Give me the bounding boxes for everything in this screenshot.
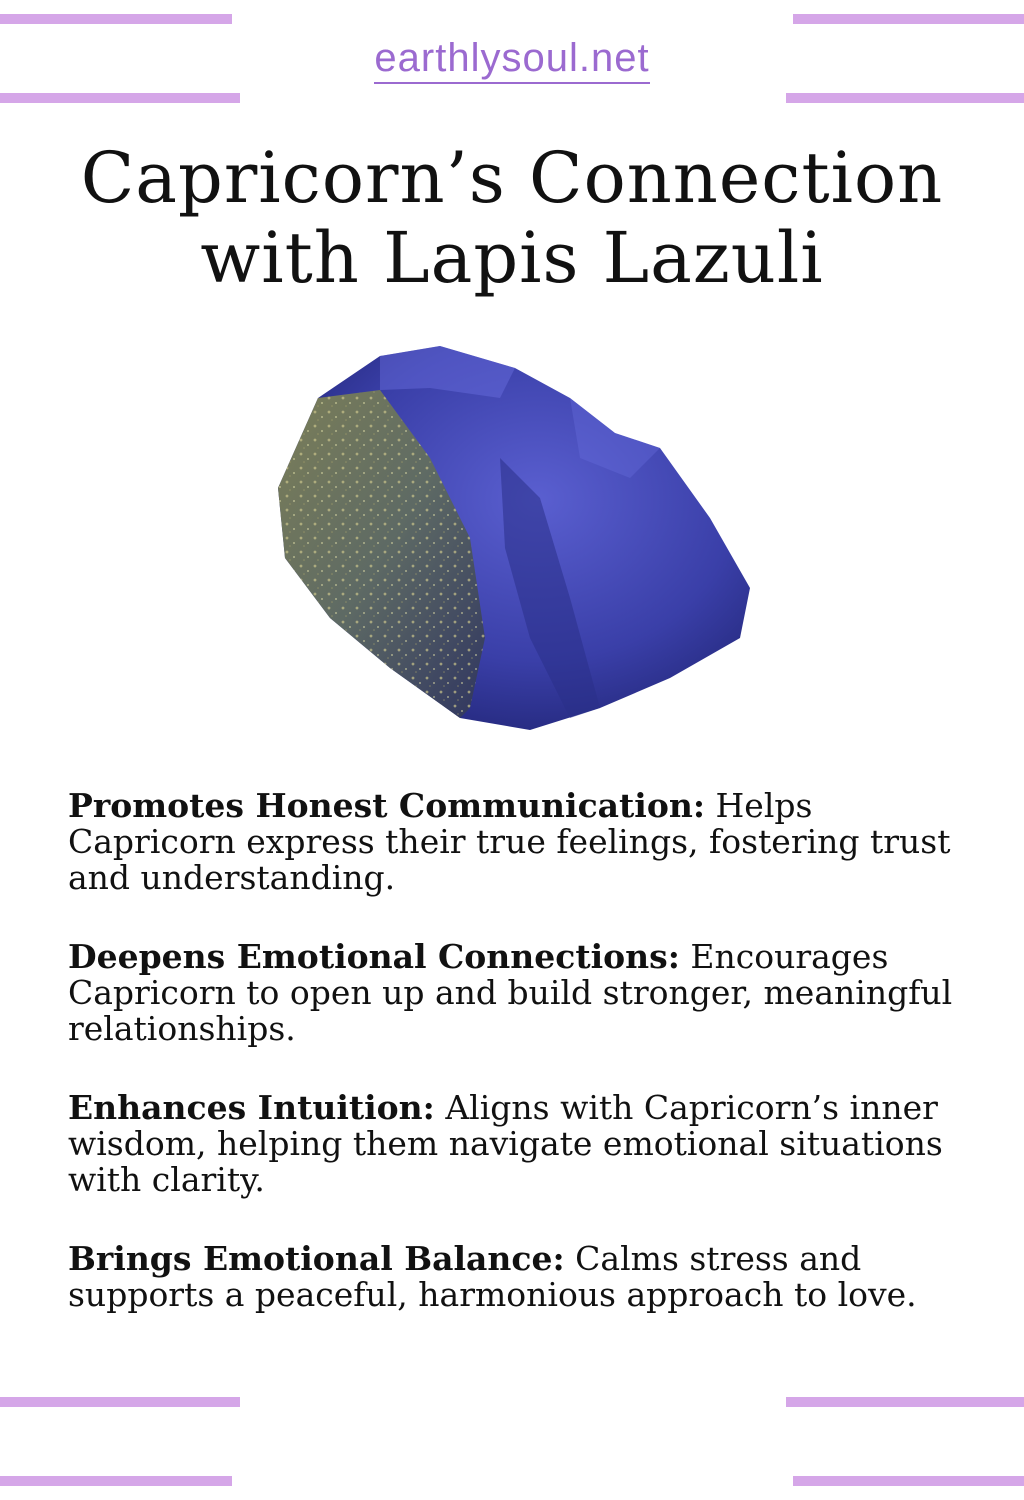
- list-item: [68, 788, 974, 896]
- site-logo[interactable]: [0, 36, 1024, 81]
- list-item: [68, 1090, 974, 1198]
- item-text: Aligns with Capricorn’s inner wisdom, helping them navigate emotional situations with clarity.: [68, 1088, 943, 1199]
- title-line-2: with Lapis Lazuli: [200, 217, 824, 299]
- decor-bar-top-left-2: [0, 93, 240, 103]
- item-heading: Promotes Honest Communication:: [68, 786, 706, 825]
- item-text: Encourages Capricorn to open up and build stronger, meaningful relationships.: [68, 937, 953, 1048]
- decor-bar-bottom-right-1: [786, 1397, 1024, 1407]
- benefits-list: [68, 788, 974, 1356]
- item-heading: Brings Emotional Balance:: [68, 1239, 565, 1278]
- page-title: [40, 138, 984, 298]
- item-heading: Deepens Emotional Connections:: [68, 937, 680, 976]
- title-line-1: Capricorn’s Connection: [80, 137, 944, 219]
- decor-bar-top-left-1: [0, 14, 232, 24]
- decor-bar-top-right-2: [786, 93, 1024, 103]
- decor-bar-bottom-right-2: [793, 1476, 1024, 1486]
- decor-bar-bottom-left-1: [0, 1397, 240, 1407]
- logo-text: earthlysoul.net: [374, 36, 649, 84]
- item-text: Calms stress and supports a peaceful, harmonious approach to love.: [68, 1239, 917, 1314]
- item-heading: Enhances Intuition:: [68, 1088, 435, 1127]
- list-item: [68, 1241, 974, 1313]
- item-text: Helps Capricorn express their true feelings, fostering trust and understanding.: [68, 786, 951, 897]
- list-item: [68, 939, 974, 1047]
- decor-bar-top-right-1: [793, 14, 1024, 24]
- lapis-lazuli-image: [270, 338, 760, 738]
- decor-bar-bottom-left-2: [0, 1476, 232, 1486]
